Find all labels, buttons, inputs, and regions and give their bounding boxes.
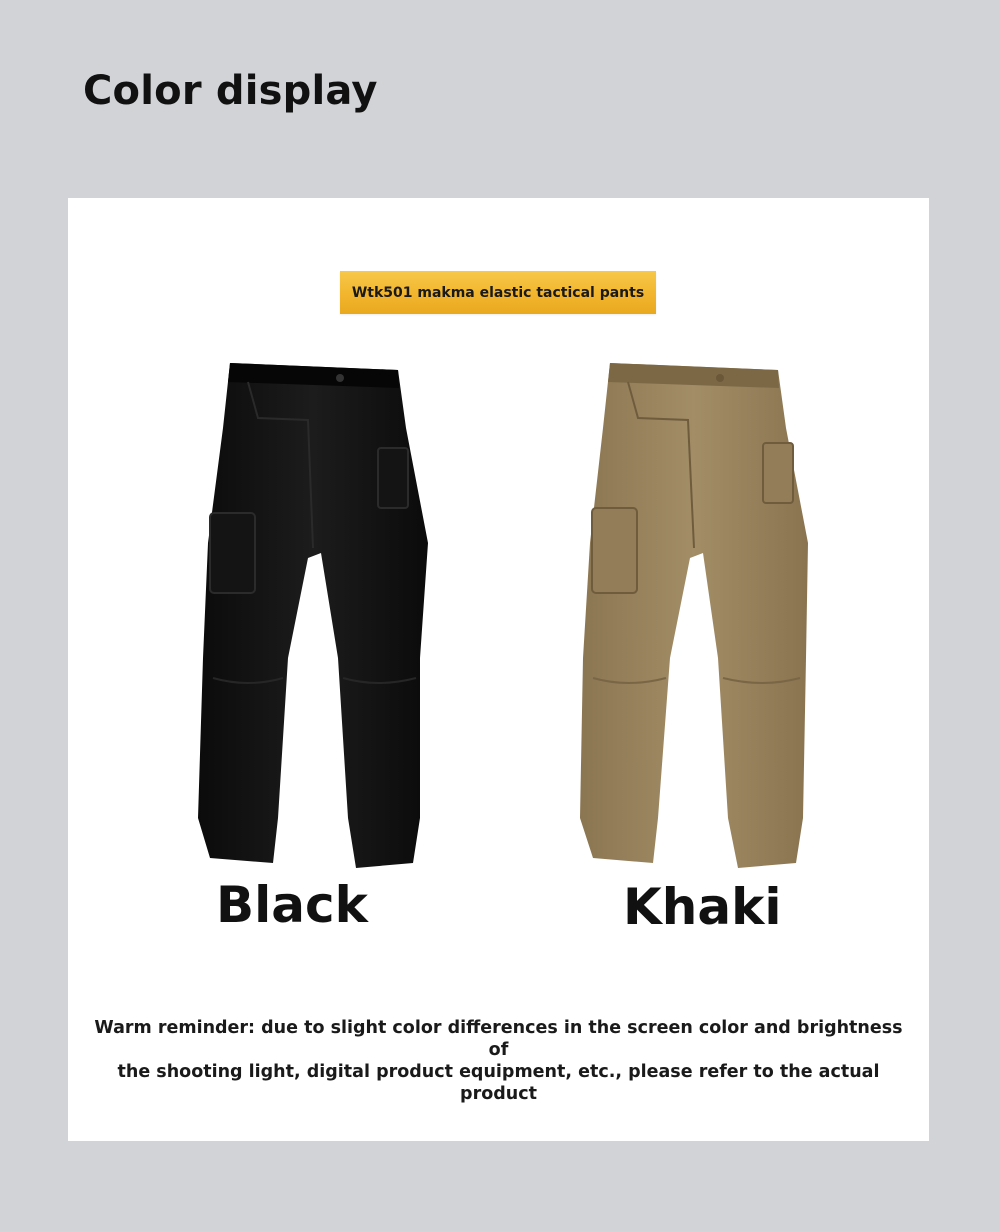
khaki-pants-image bbox=[568, 358, 818, 878]
color-reminder-text bbox=[88, 1017, 909, 1105]
black-pants-body bbox=[198, 363, 428, 868]
reminder-line-2: the shooting light, digital product equipment, etc., please refer to the actual product bbox=[117, 1062, 880, 1104]
page-title: Color display bbox=[83, 68, 378, 114]
khaki-pants-body bbox=[580, 363, 808, 868]
color-label-black: Black bbox=[216, 876, 368, 934]
black-pants-image bbox=[188, 358, 438, 878]
product-card bbox=[68, 198, 929, 1141]
product-name-label: Wtk501 makma elastic tactical pants bbox=[351, 284, 645, 301]
reminder-line-1: Warm reminder: due to slight color differences in the screen color and brightness of bbox=[94, 1018, 903, 1060]
product-name-banner bbox=[340, 271, 656, 314]
color-label-khaki: Khaki bbox=[623, 878, 782, 936]
